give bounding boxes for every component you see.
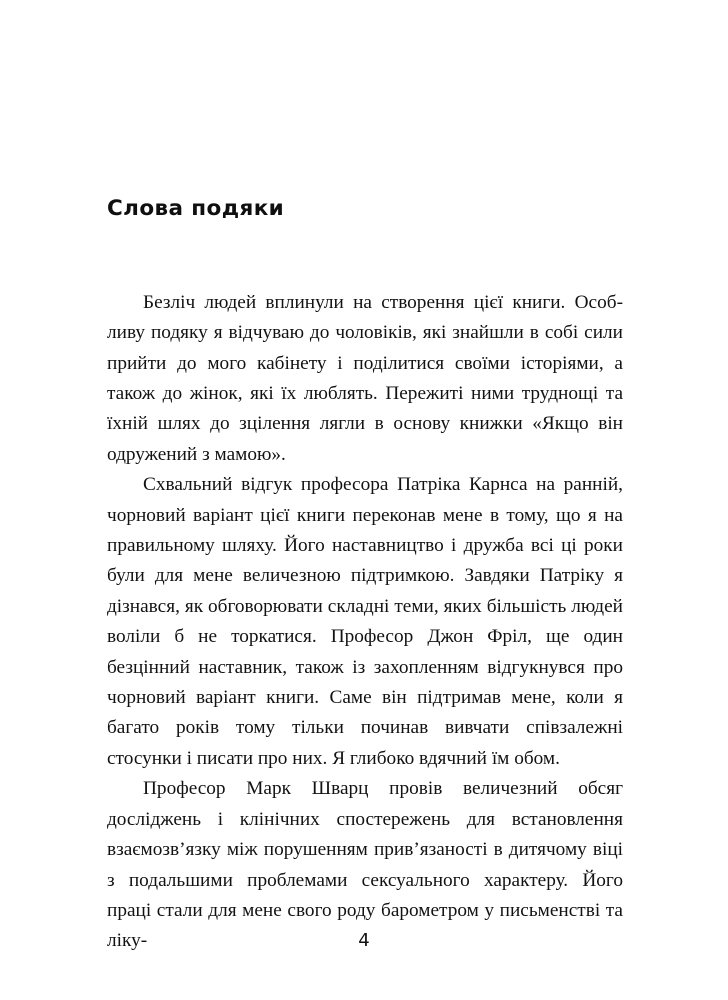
paragraph: Професор Марк Шварц провів величезний обсяг досліджень і клінічних спостережень для встановлення взаємозв’язку між порушенням прив’язаності в дитячому віці з подальшими проблемами сексуального характеру. Його праці стали для мене свого роду барометром у письменстві та ліку- xyxy=(107,778,623,952)
page-number: 4 xyxy=(358,930,370,951)
page-content xyxy=(107,196,623,957)
paragraph: Безліч людей вплинули на створення цієї книги. Особливу подяку я відчуваю до чоловіків, які знайшли в собі сили прийти до мого кабінету і поділитися своїми історіями, а також до жінок, які їх люблять. Пережиті ними труднощі та їхній шлях до зцілення лягли в основу книжки «Якщо він одружений з мамою». xyxy=(107,291,623,465)
chapter-title: Слова подяки xyxy=(107,196,285,221)
body-text xyxy=(107,288,623,957)
paragraph: Схвальний відгук професора Патріка Карнса на ранній, чорновий варіант цієї книги переконав мене в тому, що я на правильному шляху. Його наставництво і дружба всі ці роки були для мене величезною підтримкою. Завдяки Патріку я дізнався, як обговорювати складні теми, яких більшість людей воліли б не торкатися. Професор Джон Фріл, ще один безцінний наставник, також із захопленням відгукнувся про чорновий варіант книги. Саме він підтримав мене, коли я багато років тому тільки починав вивчати співзалежні стосунки і писати про них. Я глибоко вдячний їм обом. xyxy=(107,474,623,769)
